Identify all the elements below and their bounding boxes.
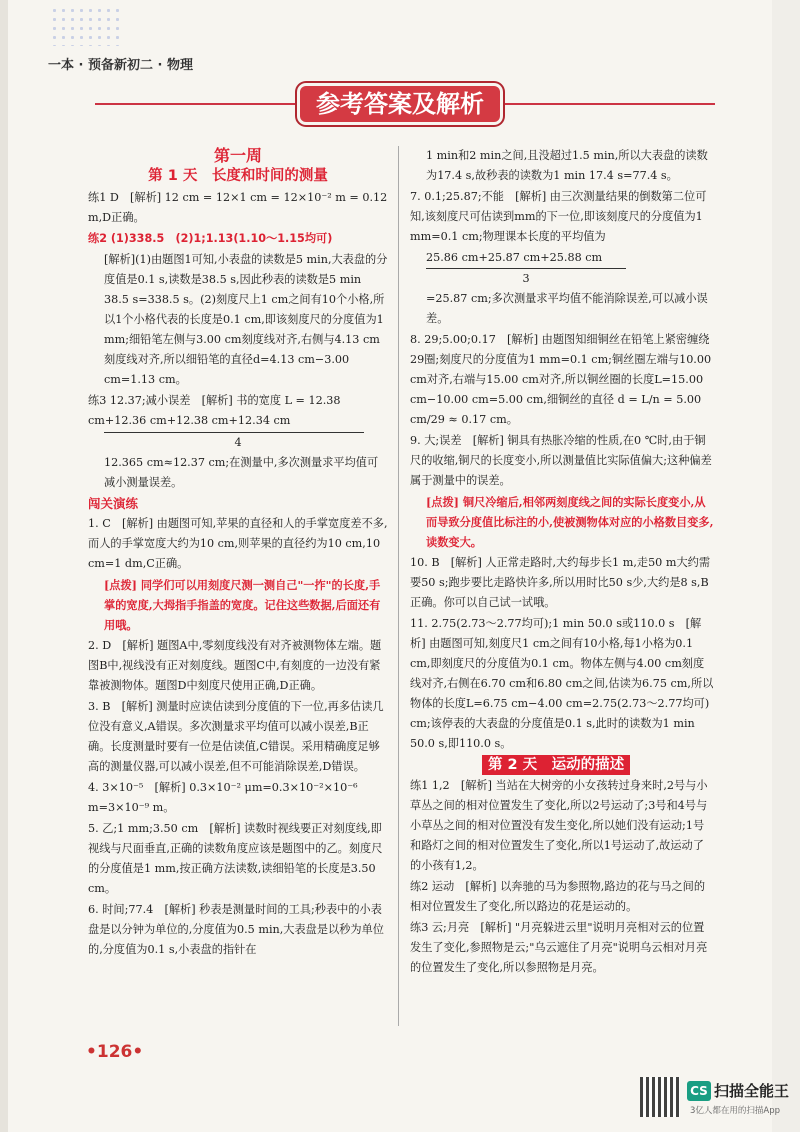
column-divider	[398, 146, 399, 1026]
fraction-denominator: 3	[522, 272, 530, 285]
exercise-3-explanation: 12.365 cm≈12.37 cm;在测量中,多次测量求平均值可减小测量误差。	[104, 456, 379, 489]
question-10: 10. B [解析] 人正常走路时,大约每步长1 m,走50 m大约需要50 s;跑步要比走路快许多,所以用时比50 s少,大约是8 s,B正确。你可以自己试一试哦。	[410, 556, 711, 609]
exercise-2-answer: 练2 (1)338.5 (2)1;1.13(1.10～1.15均可)	[88, 232, 333, 245]
day2-exercise-1: 练1 1,2 [解析] 当站在大树旁的小女孩转过身来时,2号与小草丛之间的相对位置发生了变化,所以2号运动了;3号和4号与小草丛之间的相对位置没有发生变化,所以她们没有运动;1号和路灯之间的相对位置发生了变化,所以1号运动了,故运动了的小孩有1,2。	[410, 779, 708, 872]
page-number: •126•	[86, 1042, 144, 1062]
exercise-1: 练1 D [解析] 12 cm = 12×1 cm = 12×10⁻² m = 0.12 m,D正确。	[88, 191, 388, 224]
question-9: 9. 大;误差 [解析] 铜具有热胀冷缩的性质,在0 ℃时,由于铜尺的收缩,铜尺的长度变小,所以测量值比实际值偏大;这种偏差属于测量中的误差。	[410, 434, 712, 487]
right-column	[410, 146, 714, 979]
question-9-tip: [点拨] 铜尺冷缩后,相邻两刻度线之间的实际长度变小,从而导致分度值比标注的小,使被测物体对应的小格数目变多,读数变大。	[426, 495, 714, 549]
exercise-2-explanation: [解析](1)由题图1可知,小表盘的读数是5 min,大表盘的分度值是0.1 s,读数是38.5 s,因此秒表的读数是5 min 38.5 s=338.5 s。(2)刻度尺上1 cm之间有10个小格,所以1个小格代表的长度是0.1 cm,即该刻度尺的分度值为1 mm;细铅笔左侧与3.00 cm刻度线对齐,右侧与4.13 cm刻度线对齐,所以细铅笔的直径d=4.13 cm−3.00 cm=1.13 cm。	[104, 253, 388, 386]
question-7-fraction	[410, 248, 714, 289]
question-6-continued: 1 min和2 min之间,且没超过1.5 min,所以大表盘的读数为17.4 s,故秒表的读数为1 min 17.4 s=77.4 s。	[426, 149, 708, 182]
question-11: 11. 2.75(2.73～2.77均可);1 min 50.0 s或110.0 s [解析] 由题图可知,刻度尺1 cm之间有10小格,每1小格为0.1 cm,即刻度尺的分度值为0.1 cm。物体左侧与4.00 cm刻度线对齐,右侧在6.70 cm和6.80 cm之间,估读为6.75 cm,所以物体的长度L=6.75 cm−4.00 cm=2.75(2.73～2.77均可) cm;该停表的大表盘的分度值是0.1 s,此时的读数为1 min 50.0 s,即110.0 s。	[410, 617, 714, 750]
page-banner: 参考答案及解析	[300, 86, 500, 122]
scanner-app-tagline: 3亿人都在用的扫描App	[690, 1106, 781, 1116]
question-1-tip: [点拨] 同学们可以用刻度尺测一测自己"一拃"的长度,手掌的宽度,大拇指手指盖的宽度。记住这些数据,后面还有用哦。	[104, 578, 381, 632]
question-7-result: =25.87 cm;多次测量求平均值不能消除误差,可以减小误差。	[426, 292, 708, 325]
scan-edge-left	[0, 0, 8, 1132]
question-2: 2. D [解析] 题图A中,零刻度线没有对齐被测物体左端。题图B中,视线没有正对刻度线。题图C中,有刻度的一边没有紧靠被测物体。题图D中刻度尺使用正确,D正确。	[88, 639, 382, 692]
decorative-dots	[50, 6, 120, 46]
exercise-3-denominator: 4	[234, 436, 242, 449]
book-title: 一本 · 预备新初二 · 物理	[48, 58, 193, 73]
qr-code-icon	[640, 1077, 680, 1117]
question-5: 5. 乙;1 mm;3.50 cm [解析] 读数时视线要正对刻度线,即视线与尺面垂直,正确的读数角度应该是题图中的乙。刻度尺的分度值是1 mm,按正确方法读数,读细铅笔的长度是3.50 cm。	[88, 822, 383, 895]
question-4: 4. 3×10⁻⁵ [解析] 0.3×10⁻² μm=0.3×10⁻²×10⁻⁶ m=3×10⁻⁹ m。	[88, 781, 358, 814]
section-title: 闯关演练	[88, 496, 139, 511]
camscanner-logo-icon: CS	[687, 1081, 711, 1101]
day2-exercise-3: 练3 云;月亮 [解析] "月亮躲进云里"说明月亮相对云的位置发生了变化,参照物是云;"乌云遮住了月亮"说明乌云相对月亮的位置发生了变化,所以参照物是月亮。	[410, 921, 708, 974]
question-3: 3. B [解析] 测量时应读估读到分度值的下一位,再多估读几位没有意义,A错误。多次测量求平均值可以减小误差,B正确。长度测量时要有一位是估读值,C错误。采用精确度足够高的测量仪器,可以减小误差,但不可能消除误差,D错误。	[88, 700, 384, 773]
day1-title: 第 1 天 长度和时间的测量	[148, 168, 328, 184]
week-title: 第一周	[213, 146, 262, 165]
question-8: 8. 29;5.00;0.17 [解析] 由题图知细铜丝在铅笔上紧密缠绕29圈;刻度尺的分度值为1 mm=0.1 cm;铜丝圈左端与10.00 cm对齐,右端与15.00 cm对齐,所以铜丝圈的长度L=15.00 cm−10.00 cm=5.00 cm,细铜丝的直径 d = L/n = 5.00 cm/29 ≈ 0.17 cm。	[410, 333, 712, 426]
scanner-app-name: 扫描全能王	[714, 1082, 790, 1100]
day2-exercise-2: 练2 运动 [解析] 以奔驰的马为参照物,路边的花与马之间的相对位置发生了变化,所以路边的花是运动的。	[410, 880, 706, 913]
fraction-numerator: 25.86 cm+25.87 cm+25.88 cm	[426, 251, 603, 264]
scan-edge-right	[772, 0, 800, 1132]
left-column	[88, 146, 388, 961]
question-6: 6. 时间;77.4 [解析] 秒表是测量时间的工具;秒表中的小表盘是以分钟为单位的,分度值为0.5 min,大表盘是以秒为单位的,分度值为0.1 s,小表盘的指针在	[88, 903, 384, 956]
day2-title: 第 2 天 运动的描述	[482, 755, 630, 775]
question-7: 7. 0.1;25.87;不能 [解析] 由三次测量结果的倒数第二位可知,该刻度尺可估读到mm的下一位,即该刻度尺的分度值为1 mm=0.1 cm;物理课本长度的平均值为	[410, 190, 707, 243]
question-1: 1. C [解析] 由题图可知,苹果的直径和人的手掌宽度差不多,而人的手掌宽度大约为10 cm,则苹果的直径约为10 cm,10 cm=1 dm,C正确。	[88, 517, 388, 570]
exercise-3-numerator: 练3 12.37;减小误差 [解析] 书的宽度 L = 12.38 cm+12.36 cm+12.38 cm+12.34 cm	[88, 394, 341, 427]
